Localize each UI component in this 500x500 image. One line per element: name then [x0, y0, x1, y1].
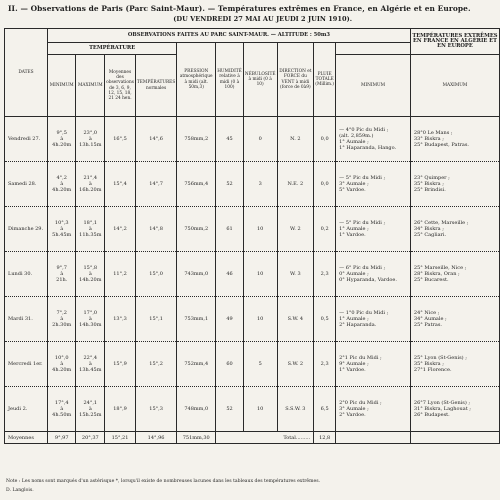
col-header-humidite: HUMIDITÉ relative à midi (0 à 100)	[216, 43, 244, 117]
ext-min-cell: — 5° Pic du Midi ; 1° Aumale ; 1° Vardoe.	[336, 207, 411, 252]
nebulosite-cell: 3	[243, 162, 277, 207]
ext-max-cell: 23° Quimper ; 35° Biskra ; 25° Brindisi.	[410, 162, 499, 207]
humidite-cell: 49	[216, 297, 244, 342]
ext-min-cell: — 6° Pic du Midi ; 0° Aumale ; 0° Hyparanda, Vardoe.	[336, 252, 411, 297]
table-row	[5, 297, 500, 342]
moyenne-cell: 14°,2	[105, 207, 136, 252]
tmin-cell: 9°,5 à 4h.20m	[47, 117, 75, 162]
vent-cell: S.W. 2	[277, 342, 314, 387]
ext-min-cell: 2°1 Pic du Midi ; 9° Aumale ; 1° Vardoe.	[336, 342, 411, 387]
humidite-cell: 52	[216, 162, 244, 207]
tmin-cell: 10°,0 à 4h.20m	[47, 342, 75, 387]
totals-total-label: Total.........	[216, 432, 314, 444]
pression-cell: 748mm,0	[177, 387, 216, 432]
vent-cell: W. 3	[277, 252, 314, 297]
table-row	[5, 342, 500, 387]
totals-moyenne: 15°,21	[105, 432, 136, 444]
page-title: II. — Observations de Paris (Parc Saint-Maur). — Températures extrêmes en France, en Algérie et en Europe.	[8, 4, 471, 13]
col-header-ext-minimum: MINIMUM	[336, 55, 411, 117]
tmax-cell: 24°,1 à 15h.25m	[76, 387, 105, 432]
totals-empty	[410, 432, 499, 444]
pluie-cell: 0,0	[314, 117, 336, 162]
normale-cell: 14°,6	[135, 117, 176, 162]
totals-tmax: 20°,37	[76, 432, 105, 444]
table-row	[5, 162, 500, 207]
tmin-cell: 7°,2 à 2h.30m	[47, 297, 75, 342]
tmax-cell: 17°,0 à 14h.30m	[76, 297, 105, 342]
vent-cell: N. 2	[277, 117, 314, 162]
tmax-cell: 23°,0 à 13h.15m	[76, 117, 105, 162]
totals-tmin: 9°,97	[47, 432, 75, 444]
totals-label: Moyennes	[5, 432, 48, 444]
nebulosite-cell: 10	[243, 252, 277, 297]
nebulosite-cell: 10	[243, 207, 277, 252]
tmin-cell: 9°,7 à 21h.	[47, 252, 75, 297]
tmax-cell: 15°,8 à 14h.20m	[76, 252, 105, 297]
pluie-cell: 2,3	[314, 252, 336, 297]
tmin-cell: 17°,4 à 4h.50m	[47, 387, 75, 432]
totals-row	[5, 432, 500, 444]
ext-min-cell: 2°0 Pic du Midi ; 3° Aumale ; 2° Vardoe.	[336, 387, 411, 432]
vent-cell: W. 2	[277, 207, 314, 252]
moyenne-cell: 13°,3	[105, 297, 136, 342]
pluie-cell: 2,3	[314, 342, 336, 387]
col-header-temperatures-normales: TEMPÉRATURES normales	[135, 55, 176, 117]
nebulosite-cell: 10	[243, 387, 277, 432]
ext-max-cell: 24° Nice ; 34° Aumale ; 25° Patras.	[410, 297, 499, 342]
col-header-minimum: MINIMUM	[47, 55, 75, 117]
normale-cell: 15°,0	[135, 252, 176, 297]
table-row	[5, 252, 500, 297]
moyenne-cell: 16°,5	[105, 117, 136, 162]
ext-max-cell: 25° Marseille, Nice ; 28° Biskra, Oran ; 25° Bucarest.	[410, 252, 499, 297]
observations-table	[4, 28, 500, 444]
table-row	[5, 207, 500, 252]
nebulosite-cell: 0	[243, 117, 277, 162]
pluie-cell: 0,5	[314, 297, 336, 342]
totals-pluie: 12,8	[314, 432, 336, 444]
date-cell: Dimanche 29.	[5, 207, 48, 252]
tmin-cell: 4°,2 à 4h.20m	[47, 162, 75, 207]
nebulosite-cell: 10	[243, 297, 277, 342]
pression-cell: 752mm,4	[177, 342, 216, 387]
footnote-signature: D. Langlois.	[6, 488, 34, 493]
pression-cell: 756mm,4	[177, 162, 216, 207]
moyenne-cell: 18°,9	[105, 387, 136, 432]
table-row	[5, 387, 500, 432]
footnote: Note : Les noms sont marqués d'un astérisque *, lorsqu'il existe de nombreuses lacunes dans les tableaux des températures extrêmes.	[6, 479, 321, 484]
normale-cell: 15°,2	[135, 342, 176, 387]
col-header-ext-maximum: MAXIMUM	[410, 55, 499, 117]
date-cell: Mardi 31.	[5, 297, 48, 342]
pluie-cell: 0,2	[314, 207, 336, 252]
pression-cell: 743mm,0	[177, 252, 216, 297]
col-header-temperature: TEMPÉRATURE	[47, 43, 176, 55]
pression-cell: 758mm,2	[177, 117, 216, 162]
col-header-pluie: PLUIE TOTALE (Millim.)	[314, 43, 336, 117]
tmax-cell: 22°,4 à 13h.45m	[76, 342, 105, 387]
normale-cell: 14°,7	[135, 162, 176, 207]
nebulosite-cell: 5	[243, 342, 277, 387]
humidite-cell: 60	[216, 342, 244, 387]
normale-cell: 15°,1	[135, 297, 176, 342]
vent-cell: N.E. 2	[277, 162, 314, 207]
humidite-cell: 61	[216, 207, 244, 252]
date-range-subtitle: (DU VENDREDI 27 MAI AU JEUDI 2 JUIN 1910).	[173, 15, 352, 23]
tmax-cell: 18°,1 à 11h.35m	[76, 207, 105, 252]
totals-normale: 14°,96	[135, 432, 176, 444]
ext-max-cell: 28°0 Le Mans ; 33° Biskra ; 25° Budapest, Patras.	[410, 117, 499, 162]
date-cell: Lundi 30.	[5, 252, 48, 297]
moyenne-cell: 15°,9	[105, 342, 136, 387]
pression-cell: 750mm,2	[177, 207, 216, 252]
moyenne-cell: 15°,4	[105, 162, 136, 207]
col-header-vent: DIRECTION et FORCE du VENT à midi (force de 0à9)	[277, 43, 314, 117]
normale-cell: 15°,3	[135, 387, 176, 432]
col-header-maximum: MAXIMUM	[76, 55, 105, 117]
pluie-cell: 0,0	[314, 162, 336, 207]
table-row	[5, 117, 500, 162]
totals-pression: 751mm,30	[177, 432, 216, 444]
date-cell: Jeudi 2.	[5, 387, 48, 432]
humidite-cell: 45	[216, 117, 244, 162]
ext-max-cell: 25° Lyon (St-Genis) ; 35° Biskra ; 27°1 Florence.	[410, 342, 499, 387]
col-header-moyennes: Moyennes des observations de 3, 6, 9, 12, 15, 18, 21 24 hen.	[105, 55, 136, 117]
ext-max-cell: 26° Cette, Marseille ; 34° Biskra ; 25° Cagliari.	[410, 207, 499, 252]
col-header-extremes: TEMPÉRATURES EXTRÊMES EN FRANCE EN ALGÉRIE ET EN EUROPE	[410, 29, 499, 55]
col-header-nebulosite: NÉBULOSITÉ à midi (0 à 10)	[243, 43, 277, 117]
ext-min-cell: — 4°0 Pic du Midi ; (alt. 2,859m.) 1° Aumale ; 1° Haparanda, Hango.	[336, 117, 411, 162]
normale-cell: 14°,8	[135, 207, 176, 252]
date-cell: Samedi 28.	[5, 162, 48, 207]
moyenne-cell: 11°,2	[105, 252, 136, 297]
col-header-pression: PRESSION atmosphérique à midi (alt. 50m,3)	[177, 43, 216, 117]
humidite-cell: 52	[216, 387, 244, 432]
pluie-cell: 6,5	[314, 387, 336, 432]
col-header-observations: OBSERVATIONS FAITES AU PARC SAINT-MAUR. — ALTITUDE : 50m3	[47, 29, 410, 43]
ext-min-cell: — 5° Pic du Midi ; 3° Aumale ; 5° Vardoe.	[336, 162, 411, 207]
ext-max-cell: 26°7 Lyon (St-Genis) ; 31° Biskra, Laghouat ; 26° Budapest.	[410, 387, 499, 432]
date-cell: Mercredi 1er.	[5, 342, 48, 387]
date-cell: Vendredi 27.	[5, 117, 48, 162]
pression-cell: 753mm,1	[177, 297, 216, 342]
col-header-dates: DATES	[5, 29, 48, 117]
vent-cell: S.S.W. 3	[277, 387, 314, 432]
vent-cell: S.W. 4	[277, 297, 314, 342]
tmax-cell: 21°,4 à 16h.20m	[76, 162, 105, 207]
totals-empty	[336, 432, 411, 444]
ext-min-cell: — 1°0 Pic du Midi ; 1° Aumale ; 2° Haparanda.	[336, 297, 411, 342]
tmin-cell: 10°,3 à 5h.45m	[47, 207, 75, 252]
humidite-cell: 46	[216, 252, 244, 297]
